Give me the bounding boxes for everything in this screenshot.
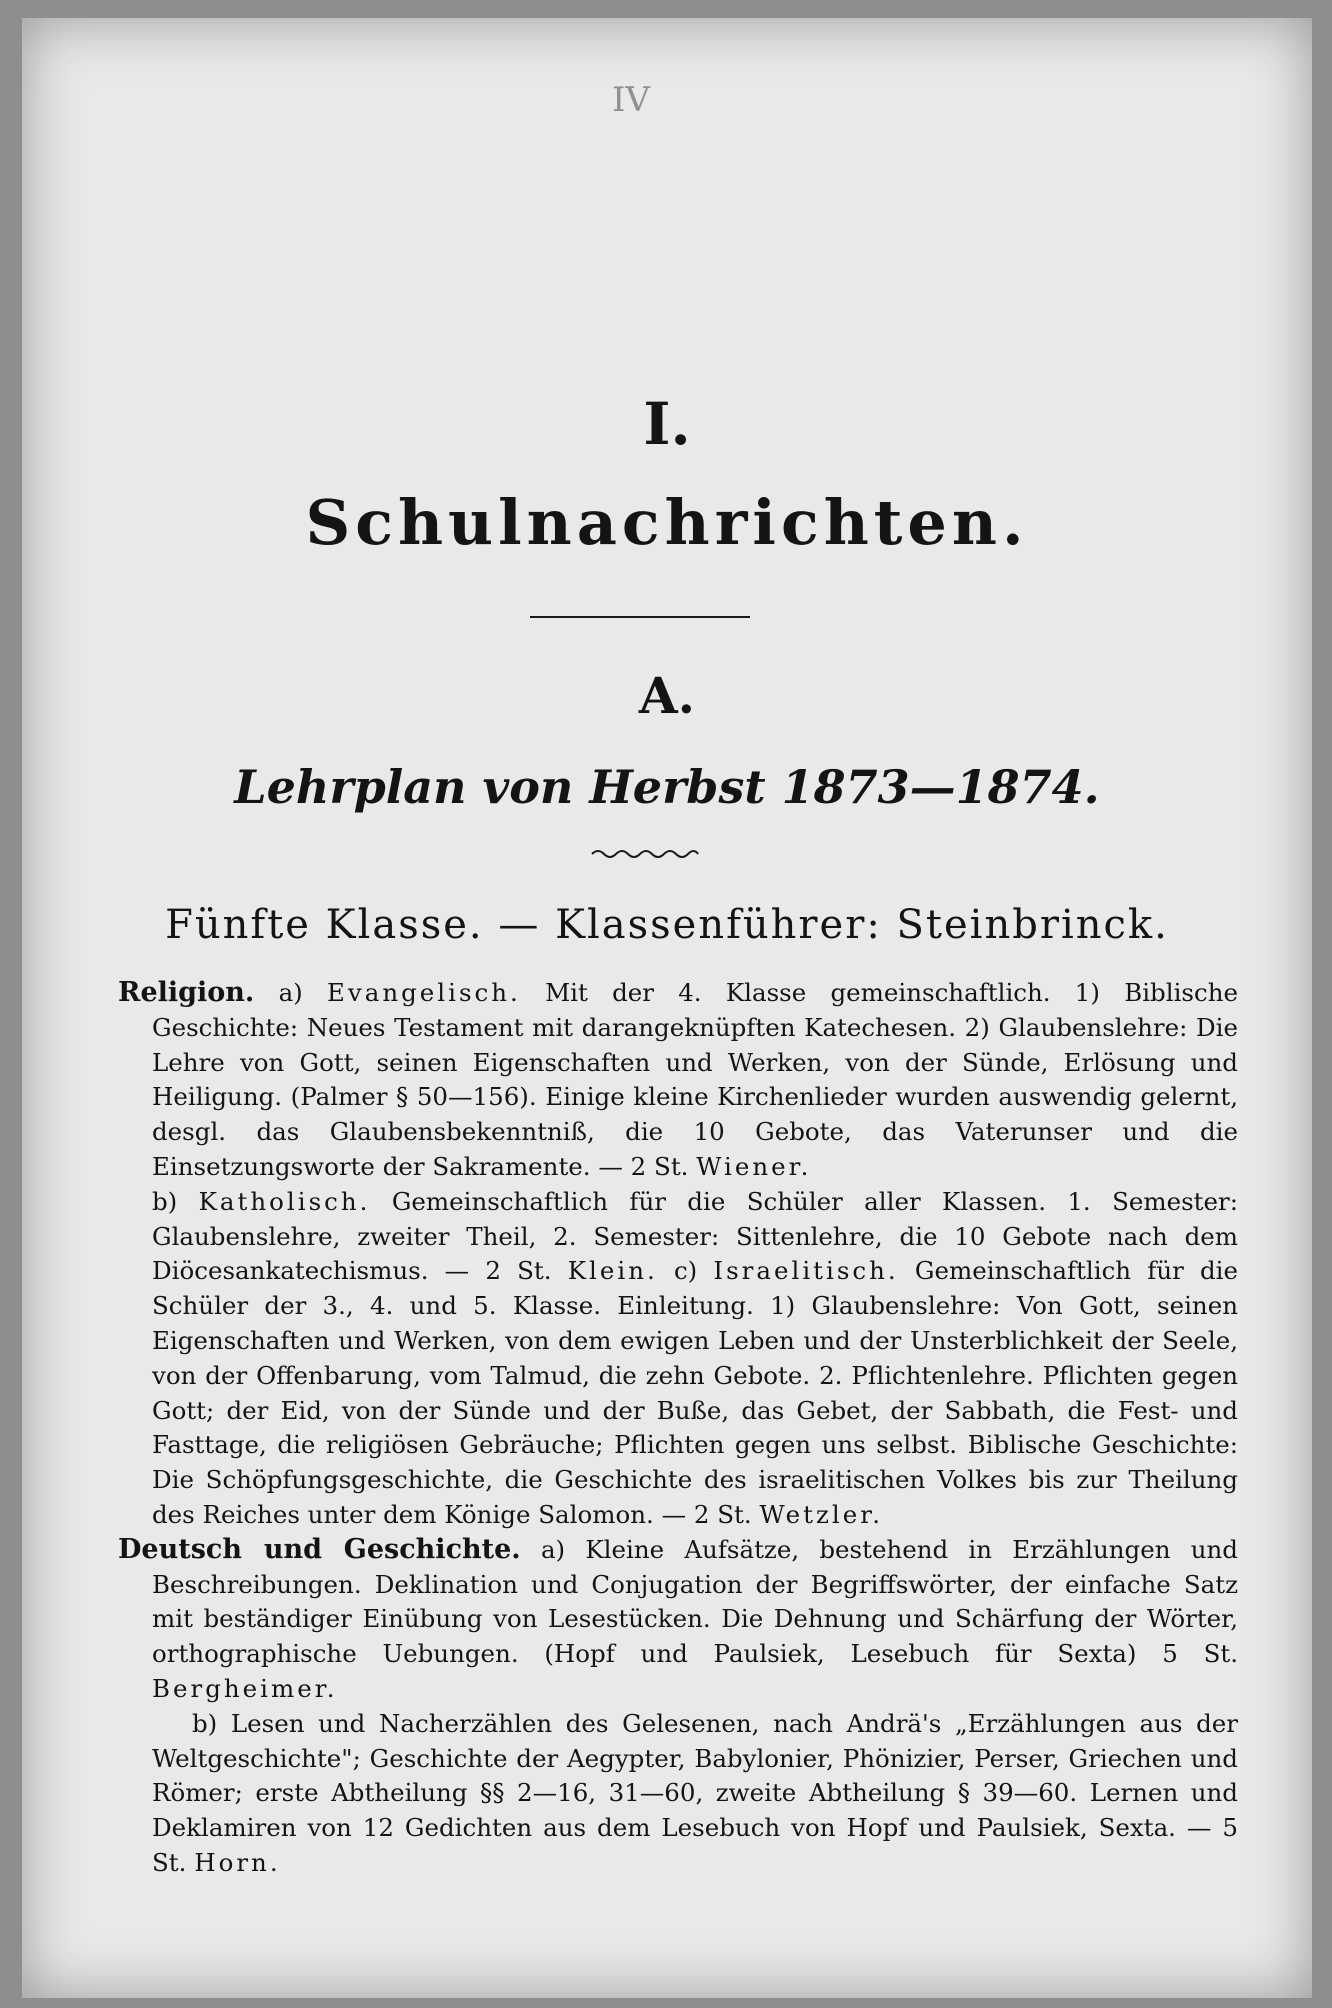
section-title: Lehrplan von Herbst 1873—1874. bbox=[234, 760, 1100, 814]
body-text: Gemeinschaftlich für die Schüler der 3., 4. und 5. Klasse. Einleitung. 1) Glaubenslehre: Von Gott, seinen Eigenschaften und Werken, von dem ewigen Leben und der Unsterblichkeit der Seele, von der Offenbarung, vom Talmud, die zehn Gebote. 2. Pflichtenlehre. Pflichten gegen Gott; der Eid, von der Sünde und der Buße, das Gebet, der Sabbath, die Fest- und Fasttage, die religiösen Gebräuche; Pflichten gegen uns selbst. Biblische Geschichte: Die Schöpfungsgeschichte, die Geschichte des israelitischen Volkes bis zur Theilung des Reiches unter dem Könige Salomon. — 2 St. bbox=[152, 1256, 1239, 1529]
deutsch-paragraph bbox=[118, 1533, 1238, 1707]
part-prefix: c) bbox=[673, 1256, 698, 1286]
body-text: Lesen und Nacherzählen des Gelesenen, nach Andrä's „Erzählungen aus der Weltgeschichte"; Geschichte der Aegypter, Babylonier, Phönizier, Perser, Griechen und Römer; erste Abtheilung §§ 2—16, 31—60, zweite Abtheilung § 39—60. Lernen und Deklamiren von 12 Gedichten aus dem Lesebuch von Hopf und Paulsiek, Sexta. — 5 St. bbox=[152, 1708, 1238, 1877]
subject-heading: Religion. bbox=[118, 977, 255, 1008]
denomination-label: Katholisch. bbox=[198, 1186, 371, 1216]
section-letter: A. bbox=[638, 666, 696, 725]
document-page bbox=[22, 18, 1312, 1998]
deutsch-paragraph-b bbox=[118, 1707, 1238, 1881]
body-text: Kleine Aufsätze, bestehend in Erzählungen und Beschreibungen. Deklination und Conjugation der Begriffswörter, der einfache Satz mit beständiger Einübung von Lesestücken. Die Dehnung und Schärfung der Wörter, orthographische Uebungen. (Hopf und Paulsiek, Lesebuch für Sexta) 5 St. bbox=[152, 1534, 1238, 1669]
part-prefix: a) bbox=[540, 1534, 566, 1564]
part-prefix: b) bbox=[152, 1186, 178, 1216]
religion-paragraph bbox=[118, 976, 1238, 1533]
class-heading: Fünfte Klasse. — Klassenführer: Steinbrinck. bbox=[165, 902, 1169, 948]
part-prefix: a) bbox=[278, 978, 303, 1007]
wave-ornament-icon bbox=[590, 846, 700, 860]
page-title: Schulnachrichten. bbox=[305, 486, 1029, 559]
title-divider bbox=[530, 616, 750, 618]
teacher-name: Klein. bbox=[567, 1256, 658, 1286]
subject-heading: Deutsch und Geschichte. bbox=[118, 1533, 521, 1565]
teacher-name: Wetzler. bbox=[759, 1499, 884, 1529]
denomination-label: Israelitisch. bbox=[713, 1256, 899, 1286]
page-number: IV bbox=[612, 80, 650, 120]
part-prefix: b) bbox=[192, 1708, 218, 1738]
teacher-name: Wiener. bbox=[696, 1151, 812, 1181]
denomination-label: Evangelisch. bbox=[326, 978, 521, 1007]
teacher-name: Horn. bbox=[194, 1847, 281, 1877]
chapter-numeral: I. bbox=[643, 390, 691, 458]
teacher-name: Bergheimer. bbox=[152, 1673, 338, 1703]
body-text: Gemeinschaftlich für die Schüler aller Klassen. 1. Semester: Glaubenslehre, zweiter Theil, 2. Semester: Sittenlehre, die 10 Gebote nach dem Diöcesankatechismus. — 2 St. bbox=[152, 1186, 1238, 1286]
curriculum-body bbox=[118, 976, 1238, 1881]
body-text: Mit der 4. Klasse gemeinschaftlich. 1) Biblische Geschichte: Neues Testament mit darangeknüpften Katechesen. 2) Glaubenslehre: Die Lehre von Gott, seinen Eigenschaften und Werken, von der Sünde, Erlösung und Heiligung. (Palmer § 50—156). Einige kleine Kirchenlieder wurden auswendig gelernt, desgl. das Glaubensbekenntniß, die 10 Gebote, das Vaterunser und die Einsetzungsworte der Sakramente. — 2 St. bbox=[152, 978, 1238, 1181]
